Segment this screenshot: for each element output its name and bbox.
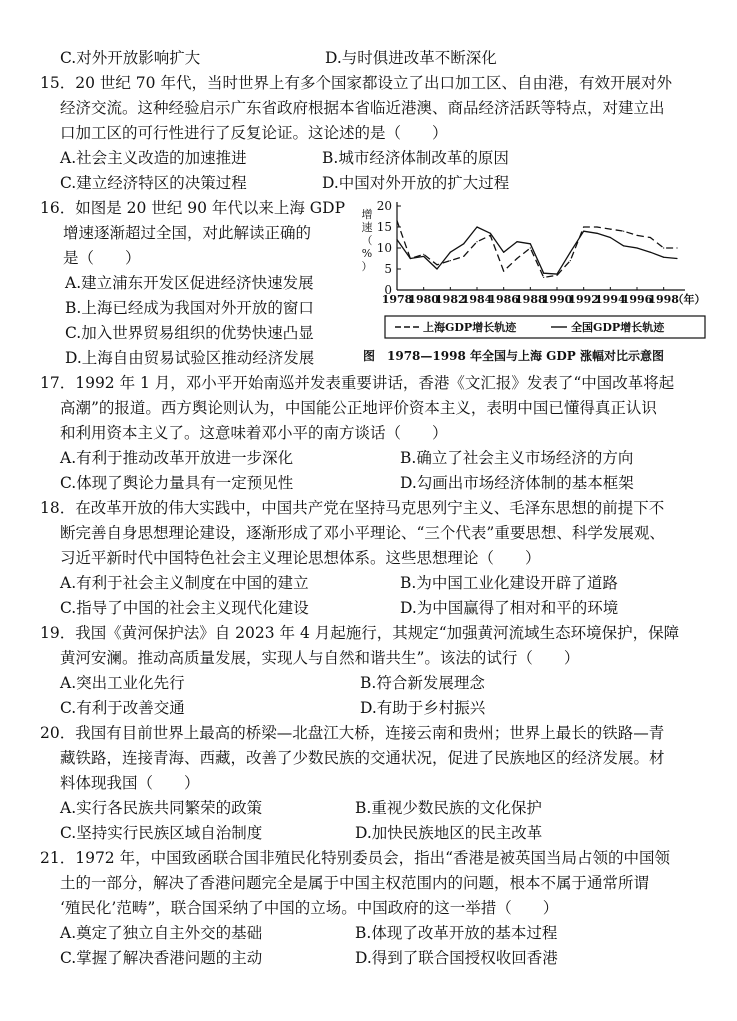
data-point: [596, 233, 597, 234]
y-tick-label: 5: [384, 262, 392, 276]
x-tick-label: 1984: [461, 293, 493, 306]
y-tick-label: 15: [376, 220, 392, 234]
data-point: [623, 231, 624, 232]
question-20-option-b: B.重视少数民族的文化保护: [355, 799, 542, 817]
question-18-option-a: A.有利于社会主义制度在中国的建立: [60, 574, 309, 592]
data-point: [516, 241, 517, 242]
data-point: [583, 231, 584, 232]
data-point: [676, 258, 677, 259]
question-16-option-c: C.加入世界贸易组织的优势快速凸显: [65, 324, 314, 342]
x-tick-label: 1988: [515, 293, 546, 306]
x-tick-label: 1980: [408, 293, 439, 306]
data-point: [396, 239, 397, 240]
question-19-option-a: A.突出工业化先行: [60, 674, 185, 692]
y-tick-label: 10: [376, 241, 392, 255]
data-point: [676, 247, 677, 248]
question-17-line-3: 和利用资本主义了。这意味着邓小平的南方谈话（ ）: [60, 424, 448, 442]
legend-label-shanghai: 上海GDP增长轨迹: [423, 321, 517, 334]
data-point: [476, 226, 477, 227]
y-axis-label-char: 增: [361, 208, 373, 221]
data-point: [543, 273, 544, 274]
data-point: [503, 252, 504, 253]
data-point: [570, 252, 571, 253]
question-18-option-d: D.为中国赢得了相对和平的环境: [400, 599, 619, 617]
y-tick-label: 0: [384, 283, 392, 297]
question-15-option-b: B.城市经济体制改革的原因: [322, 149, 509, 167]
y-axis-label-char: （: [361, 234, 373, 247]
chart-title: 图 1978—1998 年全国与上海 GDP 涨幅对比示意图: [363, 349, 665, 363]
data-point: [436, 268, 437, 269]
data-point: [570, 260, 571, 261]
question-21-option-a: A.奠定了独立自主外交的基础: [60, 924, 263, 942]
data-point: [556, 275, 557, 276]
x-tick-label: 1998: [648, 293, 679, 306]
data-point: [663, 257, 664, 258]
question-19-option-d: D.有助于乡村振兴: [360, 699, 486, 717]
question-20-option-d: D.加快民族地区的民主改革: [355, 824, 543, 842]
data-point: [636, 235, 637, 236]
question-15-line-3: 口加工区的可行性进行了反复论证。这论述的是（ ）: [60, 124, 448, 142]
question-15-line-2: 经济交流。这种经验启示广东省政府根据本省临近港澳、商品经济活跃等特点，对建立出: [60, 99, 665, 117]
y-axis-label-char: %: [361, 247, 373, 260]
data-point: [610, 237, 611, 238]
data-point: [396, 220, 397, 221]
y-axis-label: [362, 208, 373, 273]
y-axis-label-char: 速: [361, 221, 373, 234]
question-19-line-1: 19．我国《黄河保护法》自 2023 年 4 月起施行，其规定“加强黄河流域生态环境保护，保障: [40, 624, 680, 642]
data-point: [650, 252, 651, 253]
x-axis-label: （年）: [672, 293, 706, 306]
question-20-line-3: 料体现我国（ ）: [60, 774, 200, 792]
gdp-chart: [355, 192, 727, 367]
x-tick-label: 1986: [488, 293, 519, 306]
question-16-option-b: B.上海已经成为我国对外开放的窗口: [65, 299, 314, 317]
data-point: [530, 247, 531, 248]
data-point: [423, 256, 424, 257]
data-point: [463, 243, 464, 244]
question-21-option-b: B.体现了改革开放的基本过程: [355, 924, 558, 942]
y-axis-label-char: ）: [361, 260, 373, 273]
legend-label-national: 全国GDP增长轨迹: [571, 321, 665, 334]
y-tick-label: 20: [376, 199, 392, 213]
question-17-option-c: C.体现了舆论力量具有一定预见性: [60, 474, 294, 492]
question-19-option-c: C.有利于改善交通: [60, 699, 185, 717]
question-21-option-d: D.得到了联合国授权收回香港: [355, 949, 558, 967]
data-point: [530, 243, 531, 244]
question-17-line-1: 17．1992 年 1 月，邓小平开始南巡并发表重要讲话，香港《文汇报》发表了“中国改革将起: [40, 374, 675, 392]
data-point: [490, 233, 491, 234]
question-18-option-c: C.指导了中国的社会主义现代化建设: [60, 599, 309, 617]
x-tick-label: 1982: [435, 293, 466, 306]
data-point: [450, 252, 451, 253]
question-21-option-c: C.掌握了解决香港问题的主动: [60, 949, 263, 967]
question-21-line-1: 21．1972 年，中国致函联合国非殖民化特别委员会，指出“香港是被英国当局占领的中国领: [40, 849, 671, 867]
question-19-line-2: 黄河安澜。推动高质量发展，实现人与自然和谐共生”。该法的试行（ ）: [60, 649, 580, 667]
data-point: [650, 237, 651, 238]
question-18-line-1: 18．在改革开放的伟大实践中，中国共产党在坚持马克思列宁主义、毛泽东思想的前提下不: [40, 499, 665, 517]
series-line-shanghai: [397, 221, 677, 278]
question-15-option-c: C.建立经济特区的决策过程: [60, 174, 247, 192]
question-16-line-2: 增速逐渐超过全国，对此解读正确的: [63, 224, 312, 242]
option-c: C.对外开放影响扩大: [60, 49, 201, 67]
data-point: [410, 258, 411, 259]
question-18-line-2: 断完善自身思想理论建设，逐渐形成了邓小平理论、“三个代表”重要思想、科学发展观、: [60, 524, 665, 542]
data-point: [543, 277, 544, 278]
gdp-line-chart: [355, 192, 727, 367]
x-tick-label: 1990: [541, 293, 573, 306]
data-point: [450, 260, 451, 261]
question-20-option-c: C.坚持实行民族区域自治制度: [60, 824, 263, 842]
question-17-option-a: A.有利于推动改革开放进一步深化: [60, 449, 294, 467]
question-15-option-d: D.中国对外开放的扩大过程: [322, 174, 510, 192]
data-point: [583, 226, 584, 227]
question-19-option-b: B.符合新发展理念: [360, 674, 485, 692]
x-tick-label: 1992: [568, 293, 599, 306]
data-point: [503, 271, 504, 272]
question-16-option-d: D.上海自由贸易试验区推动经济发展: [65, 349, 315, 367]
question-15-option-a: A.社会主义改造的加速推进: [60, 149, 247, 167]
question-16-line-1: 16．如图是 20 世纪 90 年代以来上海 GDP: [40, 199, 346, 217]
question-15-line-1: 15．20 世纪 70 年代，当时世界上有多个国家都设立了出口加工区、自由港，有效开展对外: [40, 74, 672, 92]
question-17-option-d: D.勾画出市场经济体制的基本框架: [400, 474, 634, 492]
data-point: [556, 273, 557, 274]
data-point: [636, 247, 637, 248]
option-d: D.与时俱进改革不断深化: [325, 49, 497, 67]
question-20-line-2: 藏铁路，连接青海、西藏，改善了少数民族的交通状况，促进了民族地区的经济发展。材: [60, 749, 665, 767]
x-tick-label: 1996: [621, 293, 653, 306]
question-21-line-3: ‘殖民化’范畴”，联合国采纳了中国的立场。中国政府的这一举措（ ）: [60, 899, 559, 917]
question-18-line-3: 习近平新时代中国特色社会主义理论思想体系。这些思想理论（ ）: [60, 549, 541, 567]
question-16-line-3: 是（ ）: [63, 249, 141, 267]
question-21-line-2: 土的一部分，解决了香港问题完全是属于中国主权范围内的问题，根本不属于通常所谓: [60, 874, 650, 892]
data-point: [516, 258, 517, 259]
data-point: [463, 256, 464, 257]
question-17-option-b: B.确立了社会主义市场经济的方向: [400, 449, 634, 467]
data-point: [596, 226, 597, 227]
question-17-line-2: 高潮”的报道。西方舆论则认为，中国能公正地评价资本主义，表明中国已懂得真正认识: [60, 399, 657, 417]
question-18-option-b: B.为中国工业化建设开辟了道路: [400, 574, 618, 592]
x-tick-label: 1978: [381, 293, 413, 306]
x-tick-label: 1994: [595, 293, 626, 306]
data-point: [610, 229, 611, 230]
data-point: [423, 254, 424, 255]
question-20-option-a: A.实行各民族共同繁荣的政策: [60, 799, 263, 817]
data-point: [436, 264, 437, 265]
series-line-national: [397, 227, 677, 274]
question-16-option-a: A.建立浦东开发区促进经济快速发展: [65, 274, 314, 292]
data-point: [476, 241, 477, 242]
data-point: [663, 247, 664, 248]
data-point: [623, 245, 624, 246]
question-20-line-1: 20．我国有目前世界上最高的桥梁—北盘江大桥，连接云南和贵州；世界上最长的铁路—青: [40, 724, 665, 742]
